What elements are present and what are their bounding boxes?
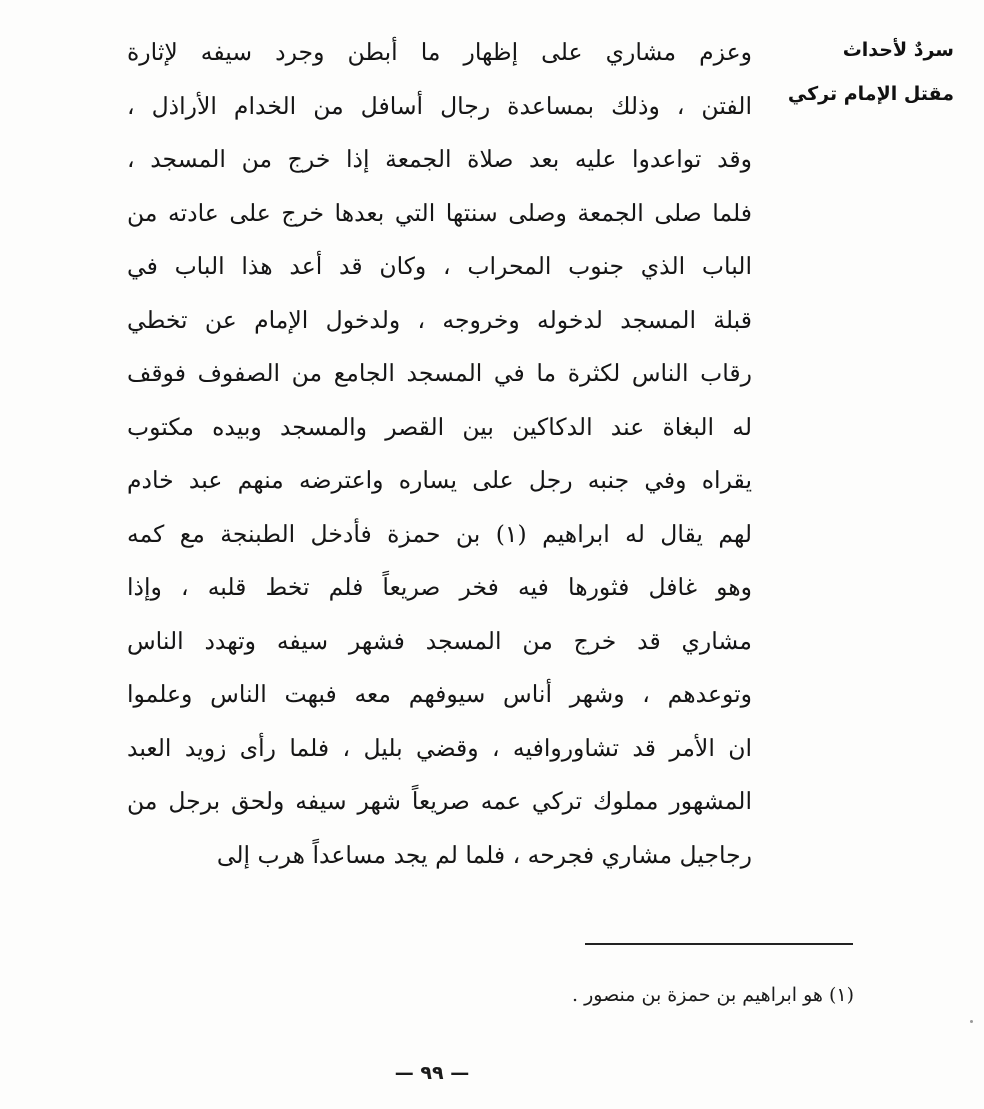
body-line: لهم يقال له ابراهيم (١) بن حمزة فأدخل الطبنجة مع كمه xyxy=(127,519,752,548)
body-line: رقاب الناس لكثرة ما في المسجد الجامع من الصفوف فوقف xyxy=(127,359,752,387)
body-line: قبلة المسجد لدخوله وخروجه ، ولدخول الإمام عن تخطي xyxy=(127,305,752,334)
page-number: — ٩٩ — xyxy=(394,1062,470,1084)
body-line: وتوعدهم ، وشهر أناس سيوفهم معه فبهت الناس وعلموا xyxy=(127,680,752,708)
body-line: مشاري قد خرج من المسجد فشهر سيفه وتهدد الناس xyxy=(127,626,752,655)
body-line: وهو غافل فثورها فيه فخر صريعاً فلم تخط قلبه ، وإذا xyxy=(127,573,752,601)
body-line: رجاجيل مشاري فجرحه ، فلما لم يجد مساعداً هرب إلى xyxy=(216,840,752,869)
body-line: فلما صلى الجمعة وصلى سنتها التي بعدها خرج على عادته من xyxy=(127,198,752,227)
body-line: الفتن ، وذلك بمساعدة رجال أسافل من الخدام الأراذل ، xyxy=(127,91,752,120)
margin-notes xyxy=(779,28,954,116)
body-line: يقراه وفي جنبه رجل على يساره واعترضه منهم عبد خادم xyxy=(127,466,752,494)
body-line: الباب الذي جنوب المحراب ، وكان قد أعد هذا الباب في xyxy=(127,252,752,280)
body-line: وقد تواعدوا عليه بعد صلاة الجمعة إذا خرج من المسجد ، xyxy=(127,145,752,173)
body-line: ان الأمر قد تشاوروافيه ، وقضي بليل ، فلما رأى زويد العبد xyxy=(127,733,752,762)
body-line: وعزم مشاري على إظهار ما أبطن وجرد سيفه لإثارة xyxy=(127,38,752,66)
margin-note-1: سردٌ لأحداث xyxy=(842,39,954,61)
body-line: المشهور مملوك تركي عمه صريعاً شهر سيفه ولحق برجل من xyxy=(127,787,752,815)
body-line: له البغاة عند الدكاكين بين القصر والمسجد وبيده مكتوب xyxy=(127,412,752,441)
scan-speck xyxy=(970,1020,973,1023)
footnote: (١) هو ابراهيم بن حمزة بن منصور . xyxy=(572,984,854,1006)
footnote-separator xyxy=(585,943,853,945)
margin-note-2: مقتل الإمام تركي xyxy=(787,83,954,105)
body-text xyxy=(127,26,752,882)
